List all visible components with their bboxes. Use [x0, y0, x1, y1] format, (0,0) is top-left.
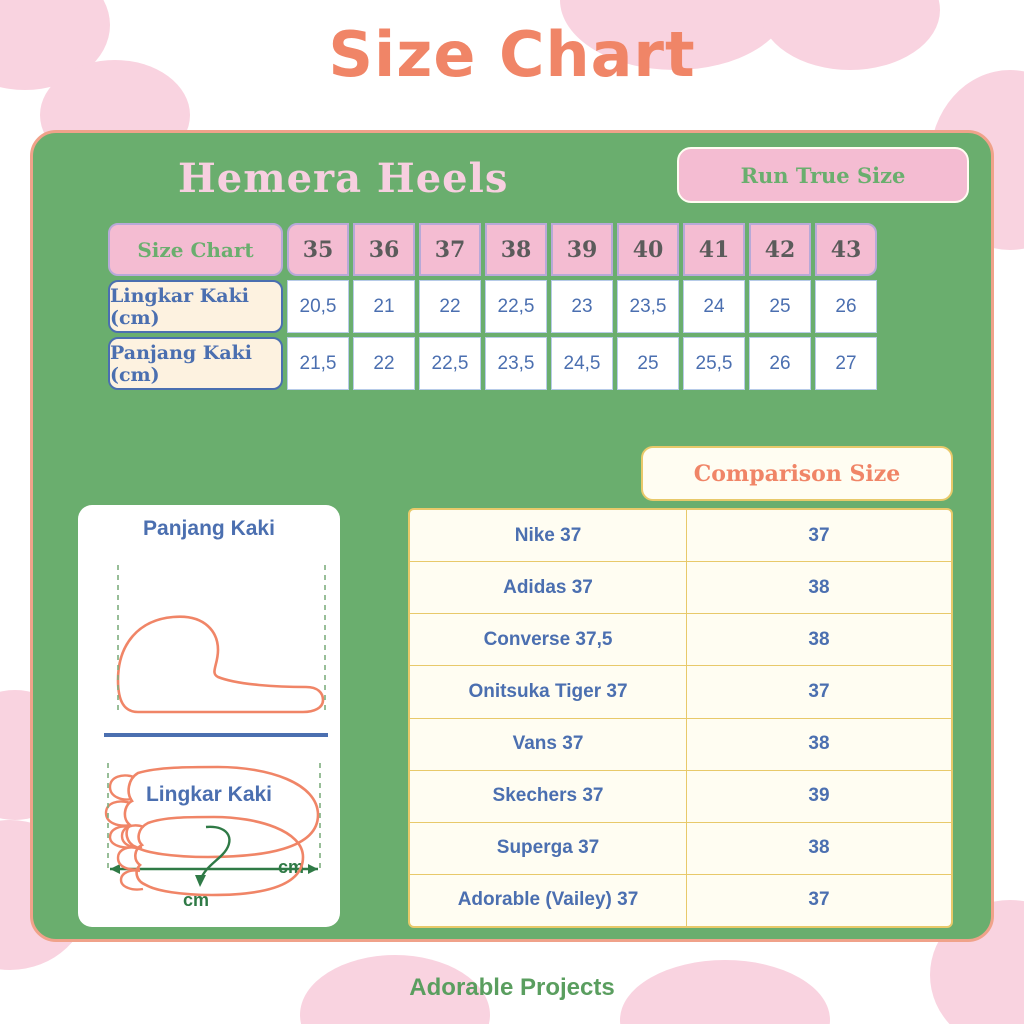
comparison-brand-label: Skechers 37	[410, 771, 687, 822]
size-value-cell: 22,5	[485, 280, 547, 333]
size-row-label: Lingkar Kaki (cm)	[108, 280, 283, 333]
comparison-size-table	[408, 508, 953, 928]
size-header-cell: 42	[749, 223, 811, 276]
size-value-cell: 23,5	[617, 280, 679, 333]
size-header-cell: 39	[551, 223, 613, 276]
table-row	[410, 875, 951, 926]
comparison-size-value: 38	[808, 576, 830, 598]
size-table	[108, 223, 877, 390]
comparison-brand-label: Superga 37	[410, 823, 687, 874]
foot-diagram-icon	[78, 505, 340, 927]
size-value-cell: 25	[617, 337, 679, 390]
table-row	[410, 666, 951, 718]
size-chart-card	[30, 130, 994, 942]
comparison-size-header: Comparison Size	[641, 446, 953, 501]
comparison-brand-label: Adidas 37	[410, 562, 687, 613]
size-header-cell: 38	[485, 223, 547, 276]
comparison-size-value: 37	[808, 524, 830, 546]
comparison-size-value: 38	[808, 837, 830, 859]
run-true-size-badge: Run True Size	[677, 147, 969, 203]
comparison-size-value: 38	[808, 628, 830, 650]
size-value-cell: 22	[353, 337, 415, 390]
table-row	[410, 719, 951, 771]
table-row	[410, 510, 951, 562]
circumference-unit-label: cm	[183, 890, 210, 910]
size-value-cell: 24	[683, 280, 745, 333]
page-title: Size Chart	[328, 18, 696, 91]
table-row	[410, 562, 951, 614]
comparison-brand-label: Onitsuka Tiger 37	[410, 666, 687, 717]
size-header-cell: 37	[419, 223, 481, 276]
size-value-cell: 21,5	[287, 337, 349, 390]
size-value-cell: 25	[749, 280, 811, 333]
footer-brand: Adorable Projects	[409, 974, 615, 1001]
size-value-cell: 26	[815, 280, 877, 333]
brand-title: Hemera Heels	[178, 155, 509, 202]
size-value-cell: 23	[551, 280, 613, 333]
comparison-size-value: 39	[808, 785, 830, 807]
comparison-brand-label: Converse 37,5	[410, 614, 687, 665]
length-unit-label: cm	[278, 857, 305, 877]
illustration-caption-length: Panjang Kaki	[143, 517, 275, 540]
measurement-illustration	[78, 505, 340, 927]
table-row	[410, 771, 951, 823]
comparison-size-value: 37	[808, 889, 830, 911]
table-row	[410, 823, 951, 875]
size-value-cell: 26	[749, 337, 811, 390]
comparison-size-value: 37	[808, 680, 830, 702]
size-row-label: Panjang Kaki (cm)	[108, 337, 283, 390]
comparison-brand-label: Vans 37	[410, 719, 687, 770]
comparison-brand-label: Adorable (Vailey) 37	[410, 875, 687, 926]
size-header-cell: 36	[353, 223, 415, 276]
size-header-cell: 35	[287, 223, 349, 276]
size-value-cell: 22	[419, 280, 481, 333]
size-header-cell: 40	[617, 223, 679, 276]
table-row	[410, 614, 951, 666]
size-value-cell: 22,5	[419, 337, 481, 390]
size-value-cell: 21	[353, 280, 415, 333]
size-value-cell: 27	[815, 337, 877, 390]
size-value-cell: 25,5	[683, 337, 745, 390]
illustration-caption-circumference: Lingkar Kaki	[145, 783, 273, 806]
size-value-cell: 20,5	[287, 280, 349, 333]
comparison-brand-label: Nike 37	[410, 510, 687, 561]
size-value-cell: 23,5	[485, 337, 547, 390]
size-header-cell: 41	[683, 223, 745, 276]
size-header-cell: 43	[815, 223, 877, 276]
size-table-corner-label: Size Chart	[108, 223, 283, 276]
size-value-cell: 24,5	[551, 337, 613, 390]
comparison-size-value: 38	[808, 733, 830, 755]
